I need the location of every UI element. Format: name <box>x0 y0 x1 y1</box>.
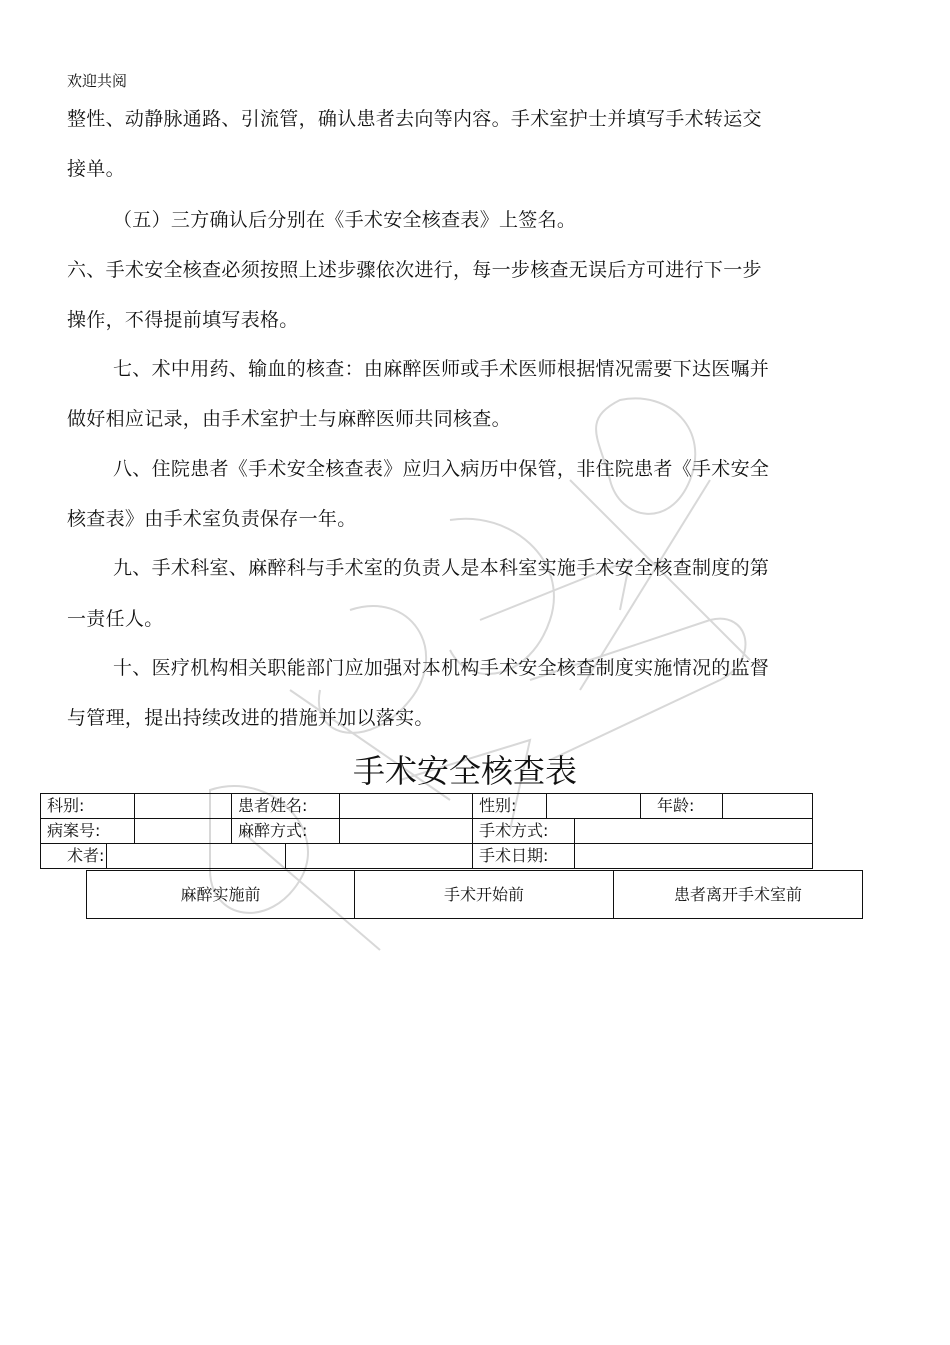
gender-label: 性别: <box>472 794 546 818</box>
body-line: 七、术中用药、输血的核查：由麻醉医师或手术医师根据情况需要下达医嘱并 <box>113 358 770 380</box>
form-row-case-info <box>40 818 813 844</box>
department-field[interactable] <box>134 794 231 818</box>
stage-before-surgery: 手术开始前 <box>354 871 613 918</box>
department-label: 科别: <box>47 796 85 815</box>
body-line: 九、手术科室、麻醉科与手术室的负责人是本科室实施手术安全核查制度的第 <box>113 557 770 579</box>
body-line: 六、手术安全核查必须按照上述步骤依次进行，每一步核查无误后方可进行下一步 <box>67 259 762 281</box>
case-number-label: 病案号: <box>47 821 101 840</box>
surgeon-label: 术者: <box>67 846 105 865</box>
body-line: 一责任人。 <box>67 608 164 630</box>
stage-header-row <box>86 870 863 919</box>
body-line: （五）三方确认后分别在《手术安全核查表》上签名。 <box>113 209 577 231</box>
body-line: 核查表》由手术室负责保存一年。 <box>67 508 357 530</box>
case-number-field[interactable] <box>134 819 231 843</box>
body-line: 接单。 <box>67 158 125 180</box>
body-line: 八、住院患者《手术安全核查表》应归入病历中保管，非住院患者《手术安全 <box>113 458 770 480</box>
age-field[interactable] <box>722 794 812 818</box>
surgery-date-field[interactable] <box>574 844 812 868</box>
patient-name-field[interactable] <box>339 794 472 818</box>
form-title: 手术安全核查表 <box>352 752 577 790</box>
surgeon-field[interactable] <box>106 844 285 868</box>
body-line: 十、医疗机构相关职能部门应加强对本机构手术安全核查制度实施情况的监督 <box>113 657 770 679</box>
stage-before-leaving-or: 患者离开手术室前 <box>613 871 862 918</box>
body-line: 与管理，提出持续改进的措施并加以落实。 <box>67 707 434 729</box>
patient-name-label: 患者姓名: <box>231 794 339 818</box>
age-label: 年龄: <box>640 794 722 818</box>
stage-before-anesthesia: 麻醉实施前 <box>180 885 261 904</box>
surgery-date-label: 手术日期: <box>472 844 574 868</box>
surgeon-field-extra[interactable] <box>285 844 472 868</box>
anesthesia-method-field[interactable] <box>339 819 472 843</box>
body-line: 操作，不得提前填写表格。 <box>67 309 299 331</box>
body-line: 整性、动静脉通路、引流管，确认患者去向等内容。手术室护士并填写手术转运交 <box>67 108 762 130</box>
form-row-basic-info <box>40 793 813 819</box>
gender-field[interactable] <box>546 794 640 818</box>
anesthesia-method-label: 麻醉方式: <box>231 819 339 843</box>
surgery-method-field[interactable] <box>574 819 812 843</box>
surgery-method-label: 手术方式: <box>472 819 574 843</box>
header-note: 欢迎共阅 <box>67 72 128 90</box>
body-line: 做好相应记录，由手术室护士与麻醉医师共同核查。 <box>67 408 511 430</box>
form-row-surgery-info <box>40 843 813 869</box>
